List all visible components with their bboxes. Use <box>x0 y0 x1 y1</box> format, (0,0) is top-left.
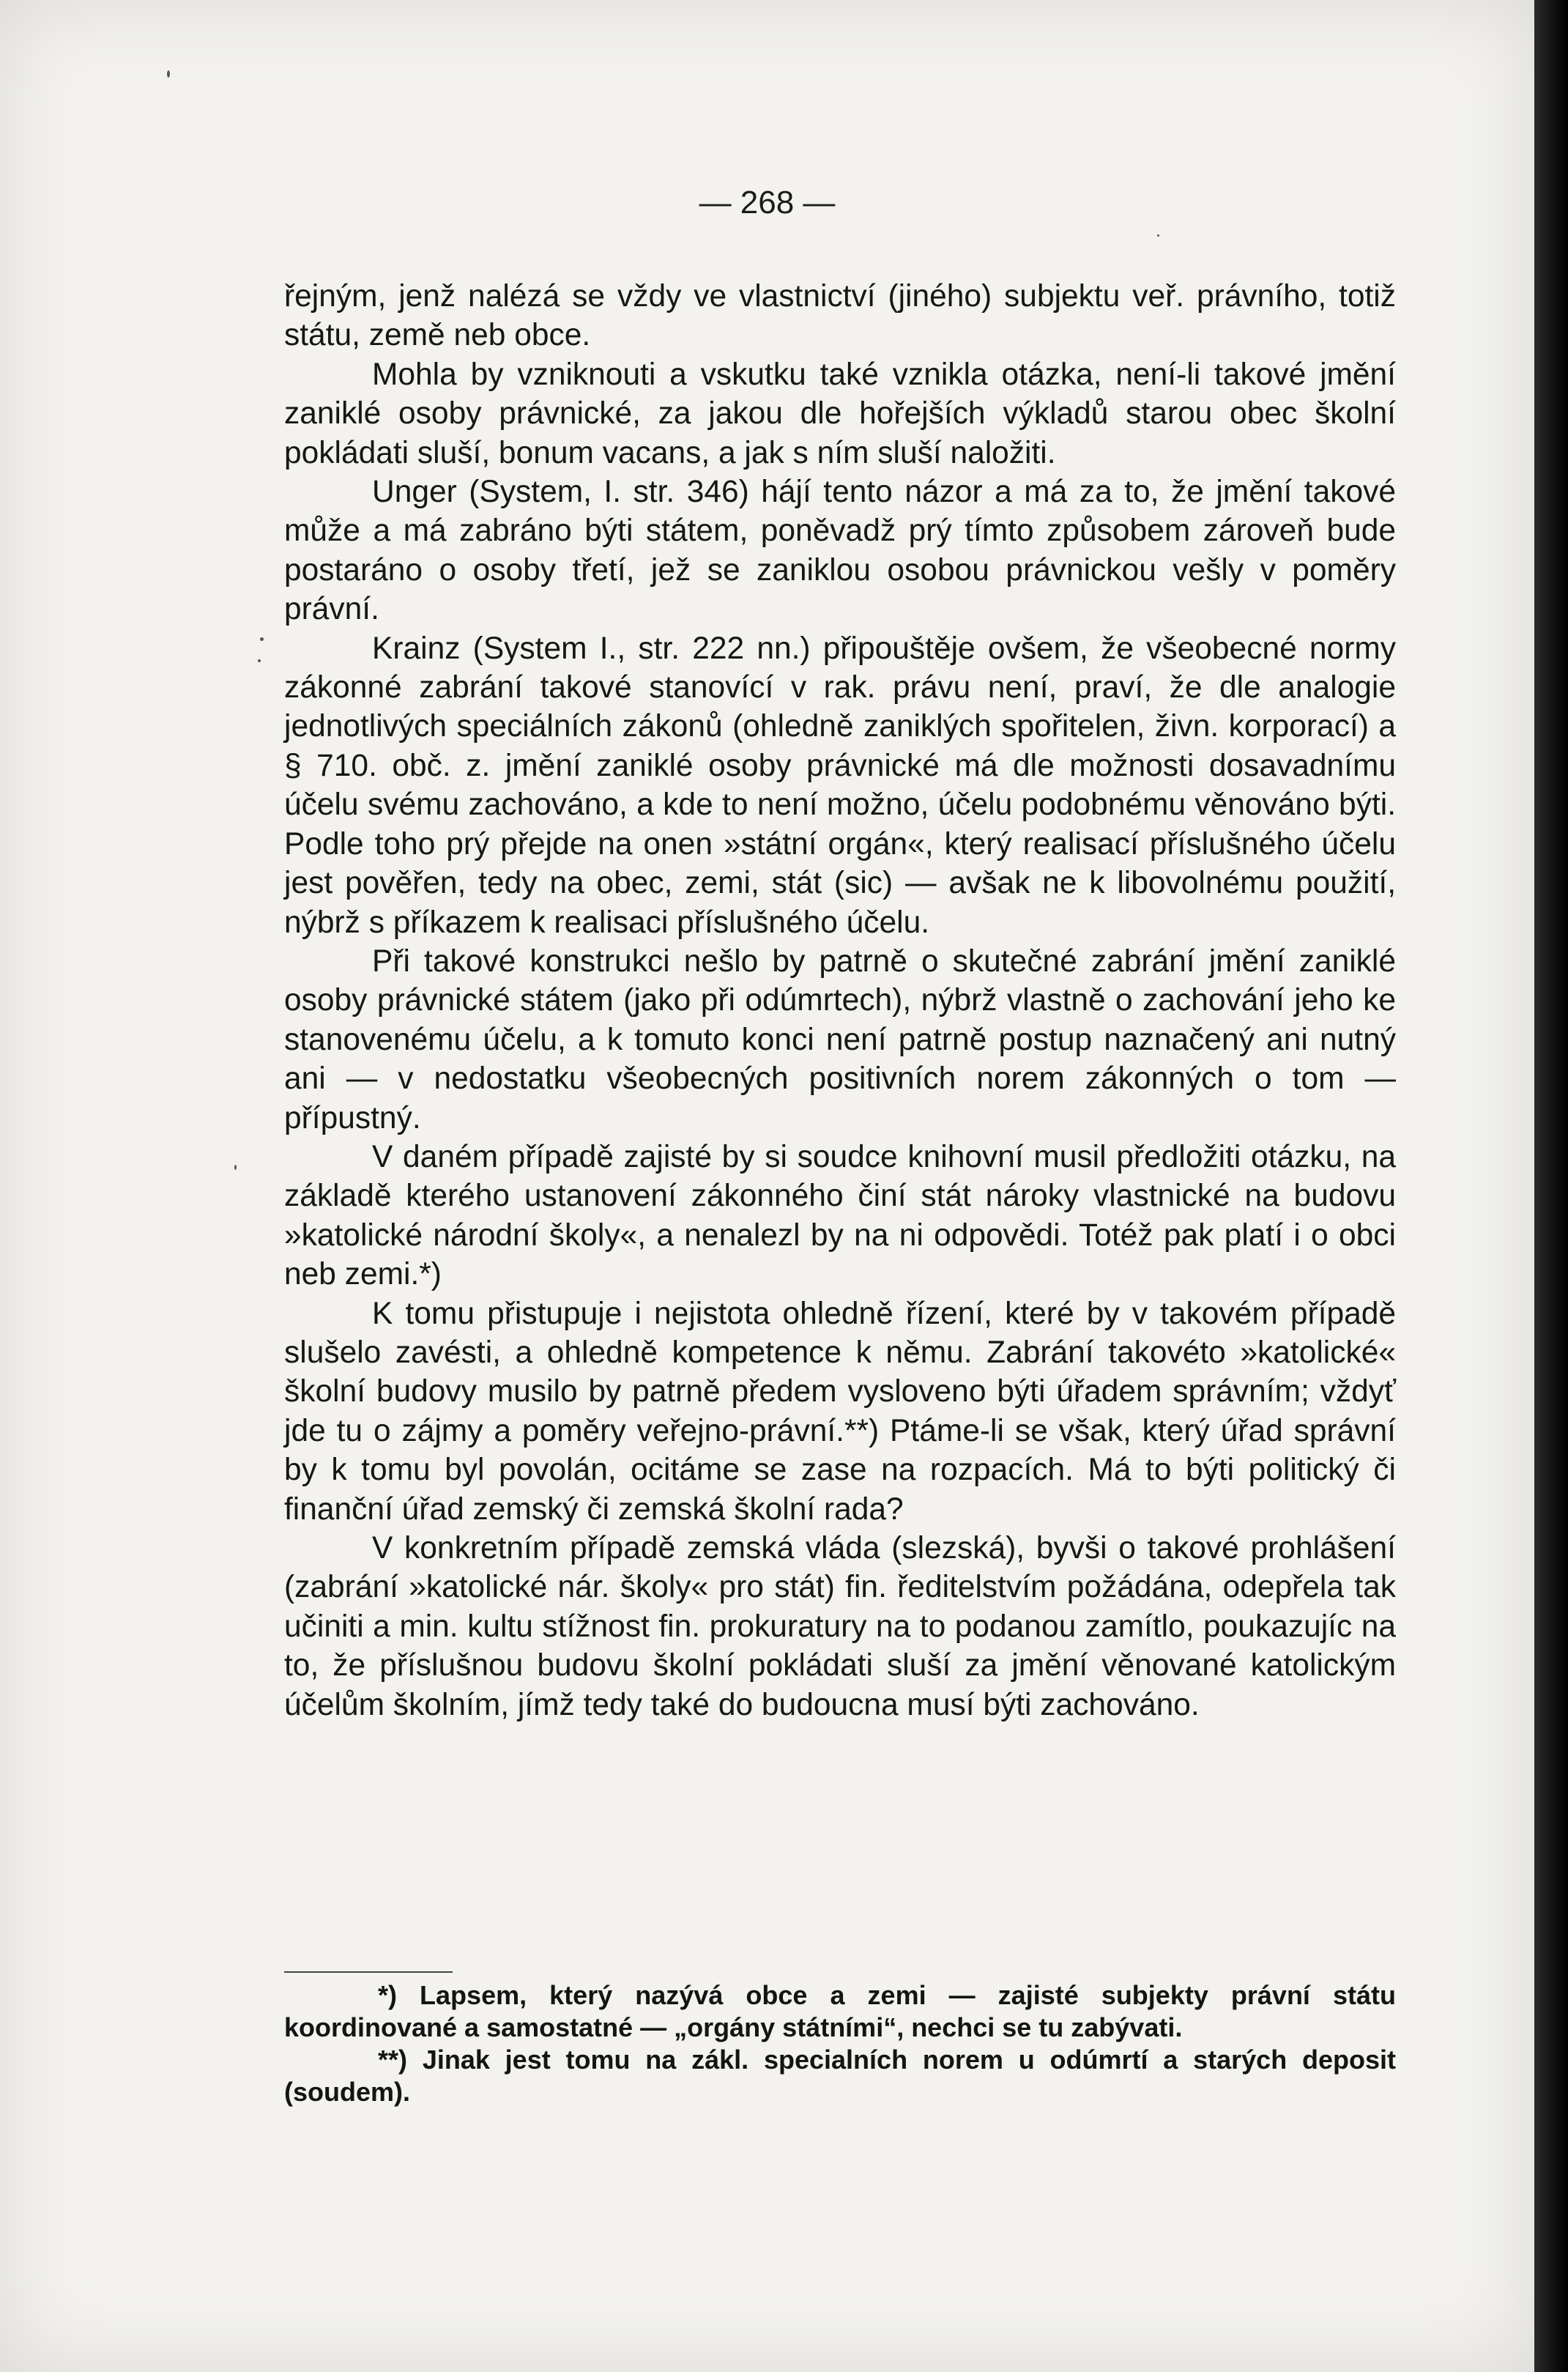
paragraph: Unger (System, I. str. 346) hájí tento názor a má za to, že jmění takové může a má zabráno býti státem, poněvadž prý tímto způsobem zároveň bude postaráno o osoby třetí, jež se zaniklou osobou právnickou vešly v poměry právní. <box>284 475 1396 627</box>
footnote: **) Jinak jest tomu na zákl. specialních norem u odúmrtí a starých deposit (soudem). <box>284 2045 1396 2107</box>
scan-speck <box>1157 234 1159 237</box>
paragraph: Mohla by vzniknouti a vskutku také vznikla otázka, není-li takové jmění zaniklé osoby právnické, za jakou dle hořejších výkladů starou obec školní pokládati sluší, bonum vacans, a jak s ním sluší naložiti. <box>284 357 1396 470</box>
paragraph-continuation: řejným, jenž nalézá se vždy ve vlastnictví (jiného) subjektu veř. právního, totiž státu, země neb obce. <box>284 279 1396 353</box>
paragraph: V konkretním případě zemská vláda (slezská), byvši o takové prohlášení (zabrání »katolické nár. školy« pro stát) fin. ředitelstvím požádána, odepřela tak učiniti a min. kultu stížnost fin. prokuratury na to podanou zamítlo, poukazujíc na to, že příslušnou budovu školní pokládati sluší za jmění věnované katolickým účelům školním, jímž tedy také do budoucna musí býti zachováno. <box>284 1531 1396 1722</box>
scan-speck <box>258 659 261 662</box>
page-number: — 268 — <box>699 185 836 220</box>
paragraph: V daném případě zajisté by si soudce knihovní musil předložiti otázku, na základě kterého ustanovení zákonného činí stát nároky vlastnické na budovu »katolické národní školy«, a nenalezl by na ni odpovědi. Totéž pak platí i o obci neb zemi.*) <box>284 1139 1396 1292</box>
body-text <box>284 277 1396 1724</box>
paragraph: Krainz (System I., str. 222 nn.) připouštěje ovšem, že všeobecné normy zákonné zabrání takové stanovící v rak. právu není, praví, že dle analogie jednotlivých speciálních zákonů (ohledně zaniklých spořitelen, živn. korporací) a § 710. obč. z. jmění zaniklé osoby právnické má dle možnosti dosavadnímu účelu svému zachováno, a kde to není možno, účelu podobnému věnováno býti. Podle toho prý přejde na onen »státní orgán«, který realisací příslušného účelu jest pověřen, tedy na obec, zemi, stát (sic) — avšak ne k libovolnému použití, nýbrž s příkazem k realisaci příslušného účelu. <box>284 631 1396 940</box>
scan-border <box>1534 0 1568 2372</box>
scan-speck <box>234 1165 237 1170</box>
footnote: *) Lapsem, který nazývá obce a zemi — zajisté subjekty právní státu koordinované a samostatné — „orgány státními“, nechci se tu zabývati. <box>284 1980 1396 2042</box>
footnote-divider <box>284 1971 453 1973</box>
paragraph: Při takové konstrukci nešlo by patrně o skutečné zabrání jmění zaniklé osoby právnické státem (jako při odúmrtech), nýbrž vlastně o zachování jeho ke stanovenému účelu, a k tomuto konci není patrně postup naznačený ani nutný ani — v nedostatku všeobecných positivních norem zákonných o tom — přípustný. <box>284 944 1396 1135</box>
scan-speck <box>167 70 170 78</box>
paragraph: K tomu přistupuje i nejistota ohledně řízení, které by v takovém případě slušelo zavésti, a ohledně kompetence k němu. Zabrání takovéto »katolické« školní budovy musilo by patrně předem vysloveno býti úřadem správním; vždyť jde tu o zájmy a poměry veřejno-právní.**) Ptáme-li se však, který úřad správní by k tomu byl povolán, ocitáme se zase na rozpacích. Má to býti politický či finanční úřad zemský či zemská školní rada? <box>284 1296 1396 1527</box>
footnotes <box>284 1979 1396 2108</box>
scan-speck <box>260 637 264 641</box>
